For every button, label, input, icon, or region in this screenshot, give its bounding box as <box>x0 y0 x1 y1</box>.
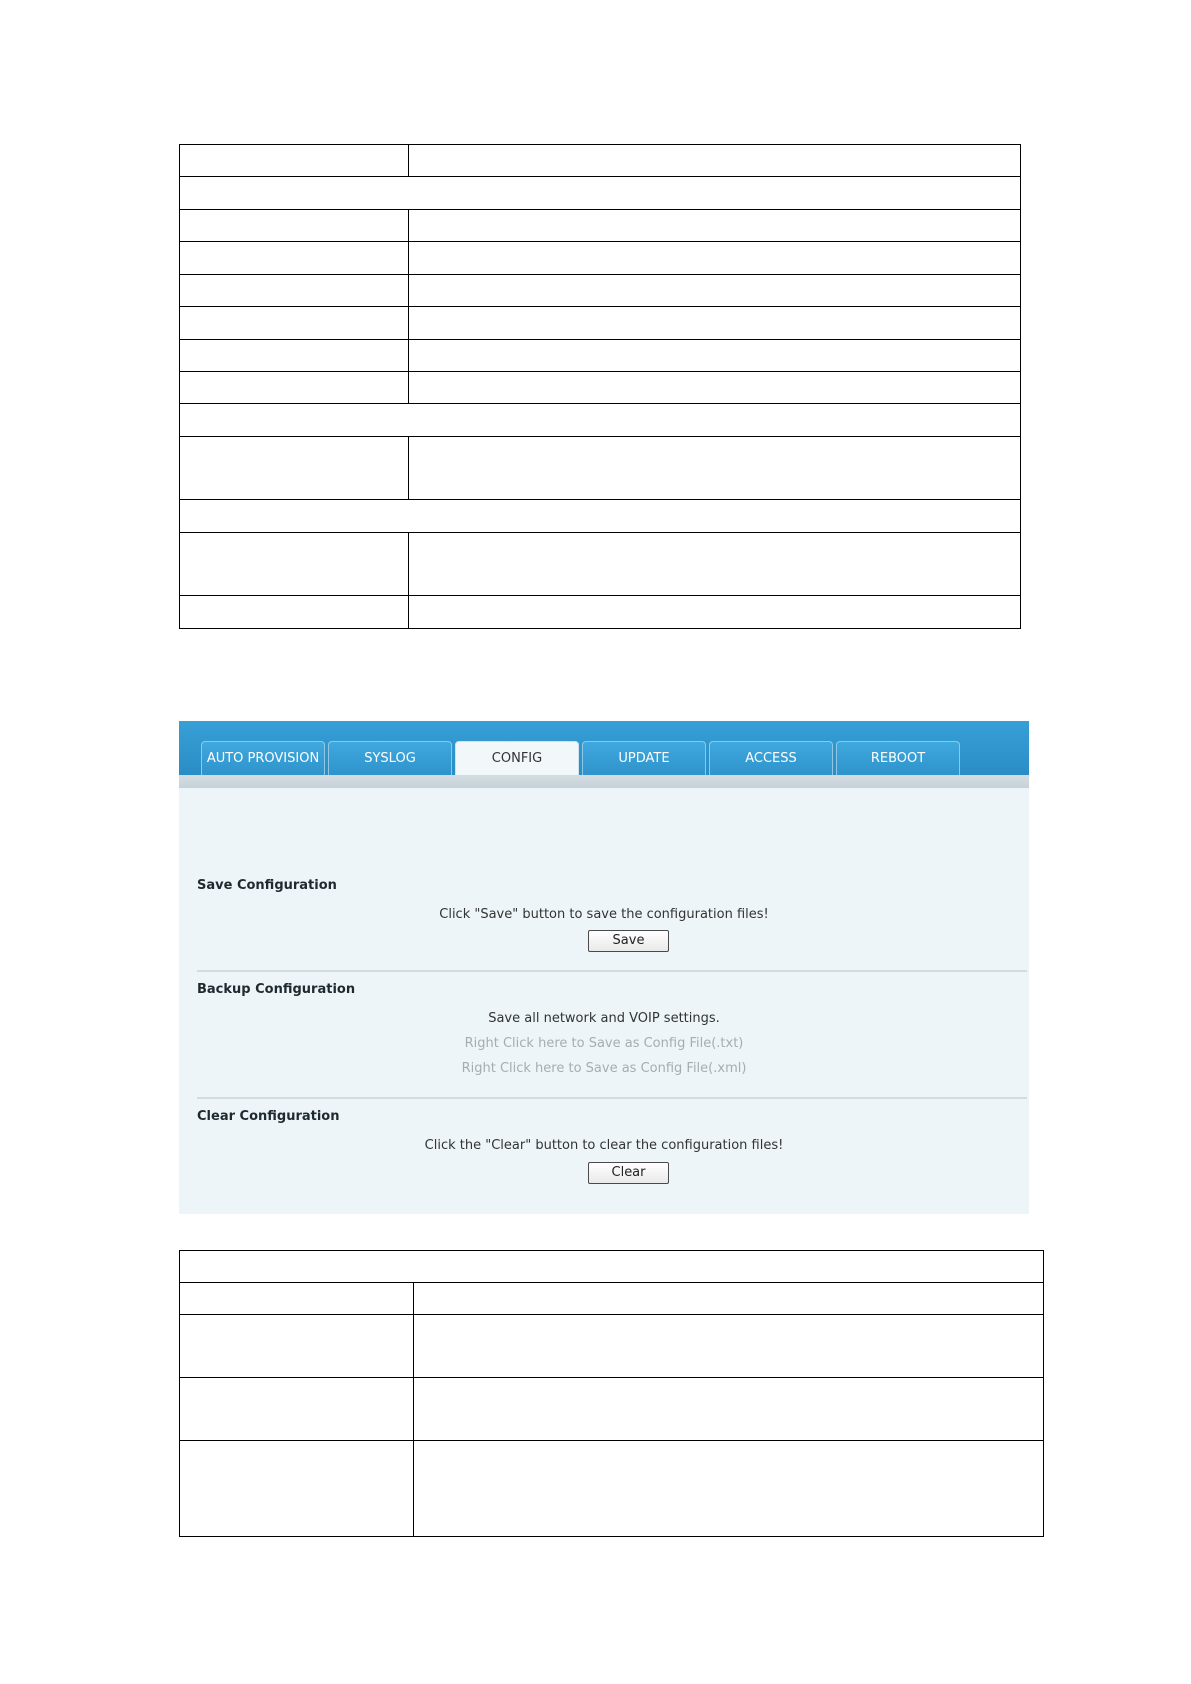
section-divider <box>197 970 1027 972</box>
save-config-description: Click "Save" button to save the configuration files! <box>439 907 769 922</box>
table-row <box>180 307 1021 340</box>
table-row <box>180 404 1021 437</box>
header-strip <box>179 775 1029 788</box>
save-config-title: Save Configuration <box>197 878 337 893</box>
backup-config-description: Save all network and VOIP settings. <box>488 1011 720 1026</box>
table-row <box>180 596 1021 629</box>
table-row <box>180 340 1021 372</box>
config-panel <box>179 721 1029 1214</box>
section-divider <box>197 1097 1027 1099</box>
save-button[interactable]: Save <box>588 930 669 952</box>
save-txt-link[interactable]: Right Click here to Save as Config File(.txt) <box>464 1036 744 1051</box>
table-row <box>180 1283 1044 1315</box>
clear-button[interactable]: Clear <box>588 1162 669 1184</box>
table-row <box>180 1251 1044 1283</box>
bottom-table <box>179 1250 1044 1537</box>
table-row <box>180 500 1021 533</box>
table-row <box>180 275 1021 307</box>
tab-config[interactable]: CONFIG <box>455 741 579 776</box>
save-xml-link[interactable]: Right Click here to Save as Config File(.xml) <box>461 1061 747 1076</box>
tab-reboot[interactable]: REBOOT <box>836 741 960 775</box>
table-row <box>180 210 1021 242</box>
table-row <box>180 145 1021 177</box>
clear-config-title: Clear Configuration <box>197 1109 340 1124</box>
table-row <box>180 1378 1044 1441</box>
clear-config-description: Click the "Clear" button to clear the configuration files! <box>424 1138 784 1153</box>
top-table <box>179 144 1021 629</box>
table-row <box>180 533 1021 596</box>
table-row <box>180 242 1021 275</box>
table-row <box>180 1315 1044 1378</box>
tab-syslog[interactable]: SYSLOG <box>328 741 452 775</box>
tab-access[interactable]: ACCESS <box>709 741 833 775</box>
tab-auto-provision[interactable]: AUTO PROVISION <box>201 741 325 775</box>
tab-update[interactable]: UPDATE <box>582 741 706 775</box>
table-row <box>180 372 1021 404</box>
table-row <box>180 1441 1044 1537</box>
table-row <box>180 177 1021 210</box>
backup-config-title: Backup Configuration <box>197 982 356 997</box>
tab-bar <box>179 721 1029 775</box>
table-row <box>180 437 1021 500</box>
